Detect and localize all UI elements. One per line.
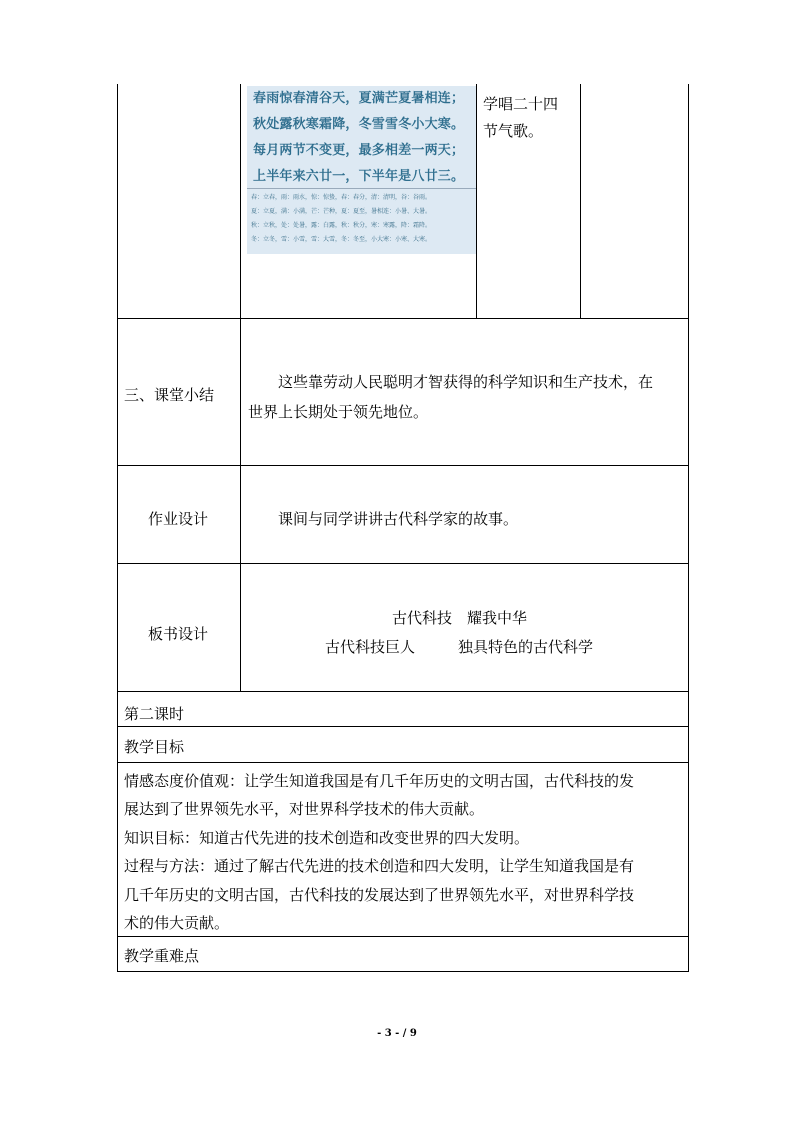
song-divider	[247, 188, 476, 189]
song-line: 上半年来六廿一，下半年是八廿三。	[253, 169, 465, 184]
summary-text: 世界上长期处于领先地位。	[248, 403, 429, 421]
song-note: 秋：立秋，处：处暑，露：白露，秋：秋分，寒：寒露，降：霜降。	[251, 222, 432, 229]
board-title: 古代科技 耀我中华	[392, 609, 528, 627]
row-divider	[117, 936, 689, 937]
goal-line: 展达到了世界领先水平，对世界科学技术的伟大贡献。	[124, 800, 485, 818]
summary-text: 这些靠劳动人民聪明才智获得的科学知识和生产技术，在	[278, 373, 654, 391]
goal-line: 术的伟大贡献。	[124, 914, 230, 932]
table-divider-col4	[580, 84, 581, 319]
homework-text: 课间与同学讲讲古代科学家的故事。	[278, 510, 519, 528]
row-divider	[117, 762, 689, 763]
song-note: 夏：立夏，满：小满，芒：芒种，夏：夏至，暑相连：小暑、大暑。	[251, 208, 432, 215]
table-border-bottom	[117, 971, 689, 972]
row-divider	[117, 726, 689, 727]
goal-line: 情感态度价值观：让学生知道我国是有几千年历史的文明古国，古代科技的发	[124, 772, 635, 790]
goal-line: 过程与方法：通过了解古代先进的技术创造和四大发明，让学生知道我国是有	[124, 857, 635, 875]
song-line: 秋处露秋寒霜降，冬雪雪冬小大寒。	[253, 117, 465, 132]
summary-label: 三、课堂小结	[124, 386, 215, 404]
row-divider	[117, 318, 689, 319]
song-note: 冬：立冬，雪：小雪，雪：大雪，冬：冬至，小大寒：小寒、大寒。	[251, 236, 432, 243]
board-right: 独具特色的古代科学	[458, 638, 594, 656]
activity-text: 学唱二十四	[483, 95, 559, 113]
goal-line: 知识目标：知道古代先进的技术创造和改变世界的四大发明。	[124, 829, 530, 847]
song-note: 春：立春，雨：雨水，惊：惊蛰，春：春分，清：清明，谷：谷雨。	[251, 194, 432, 201]
goal-line: 几千年历史的文明古国，古代科技的发展达到了世界领先水平，对世界科学技	[124, 886, 635, 904]
goals-title: 教学目标	[124, 738, 185, 756]
board-label: 板书设计	[148, 625, 209, 643]
page-number: - 3 - / 9	[377, 1028, 417, 1039]
row-divider	[117, 465, 689, 466]
homework-label: 作业设计	[148, 510, 209, 528]
board-left: 古代科技巨人	[325, 638, 416, 656]
song-line: 春雨惊春清谷天，夏满芒夏暑相连；	[253, 91, 465, 106]
table-divider-col3	[476, 84, 477, 319]
row-divider	[117, 691, 689, 692]
song-line: 每月两节不变更，最多相差一两天；	[253, 143, 465, 158]
solar-terms-song-image	[247, 86, 476, 254]
table-border-right	[688, 84, 689, 972]
table-border-left	[117, 84, 118, 972]
row-divider	[117, 563, 689, 564]
lesson2-title: 第二课时	[124, 705, 185, 723]
table-divider-label-col	[240, 84, 241, 692]
keypoints-title: 教学重难点	[124, 947, 200, 965]
activity-text: 节气歌。	[483, 122, 544, 140]
